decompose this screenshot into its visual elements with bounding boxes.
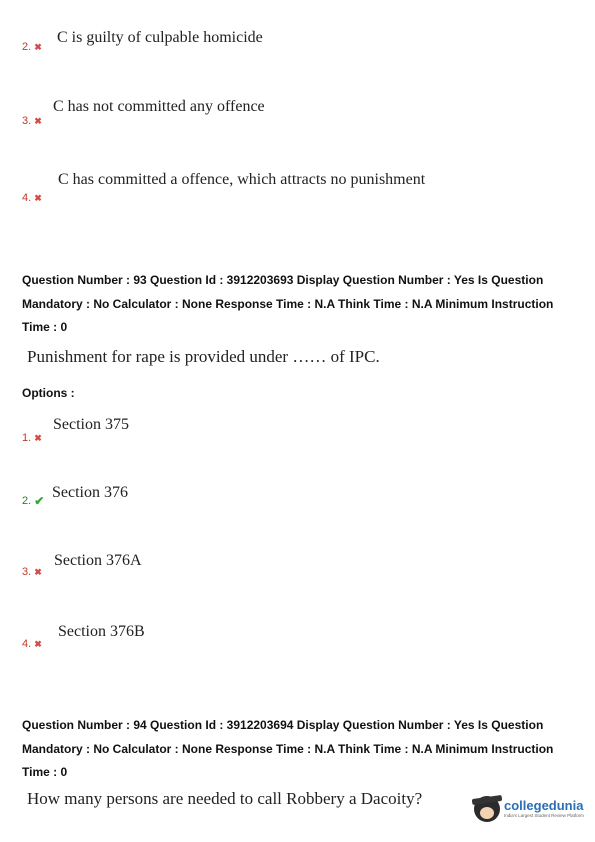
check-icon: ✔ (34, 494, 45, 508)
q93-option-1-number (22, 432, 42, 444)
cross-icon: ✖ (34, 115, 42, 126)
prev-option-3-text: C has not committed any offence (53, 98, 265, 115)
cross-icon: ✖ (34, 638, 42, 649)
option-number: 4. (22, 192, 32, 204)
prev-option-3-number (22, 115, 42, 127)
q93-option-4-number (22, 638, 42, 650)
cross-icon: ✖ (34, 41, 42, 52)
question-94-meta: Question Number : 94 Question Id : 3912203694 Display Question Number : Yes Is Question Mandatory : No Calculator : None Response Time : N.A Think Time : N.A Minimum Instruction Time : 0 (22, 718, 554, 779)
prev-option-2-text: C is guilty of culpable homicide (57, 29, 263, 46)
prev-option-2-number (22, 41, 42, 53)
cross-icon: ✖ (34, 566, 42, 577)
cross-icon: ✖ (34, 432, 42, 443)
question-93-meta: Question Number : 93 Question Id : 3912203693 Display Question Number : Yes Is Question Mandatory : No Calculator : None Response Time : N.A Think Time : N.A Minimum Instruction Time : 0 (22, 273, 554, 334)
option-number: 3. (22, 115, 32, 127)
question-93-text: Punishment for rape is provided under …… of IPC. (27, 347, 380, 366)
q93-option-2-number (22, 494, 44, 508)
q93-option-3-text: Section 376A (54, 552, 142, 569)
options-label: Options : (22, 386, 75, 400)
prev-option-4-number (22, 192, 42, 204)
question-94-text: How many persons are needed to call Robbery a Dacoity? (27, 789, 423, 808)
option-number: 4. (22, 638, 32, 650)
q93-option-2-text: Section 376 (52, 484, 128, 501)
option-number: 2. (22, 41, 32, 53)
logo-name: collegedunia (504, 798, 584, 813)
q93-option-4-text: Section 376B (58, 623, 145, 640)
option-number: 1. (22, 432, 32, 444)
prev-option-4-text: C has committed a offence, which attracts no punishment (58, 171, 426, 188)
cross-icon: ✖ (34, 192, 42, 203)
option-number: 2. (22, 495, 32, 507)
mascot-icon (474, 796, 500, 822)
option-number: 3. (22, 566, 32, 578)
q93-option-3-number (22, 566, 42, 578)
logo-tagline: India's Largest Student Review Platform (504, 813, 584, 818)
q93-option-1-text: Section 375 (53, 416, 129, 433)
collegedunia-logo (474, 796, 584, 822)
